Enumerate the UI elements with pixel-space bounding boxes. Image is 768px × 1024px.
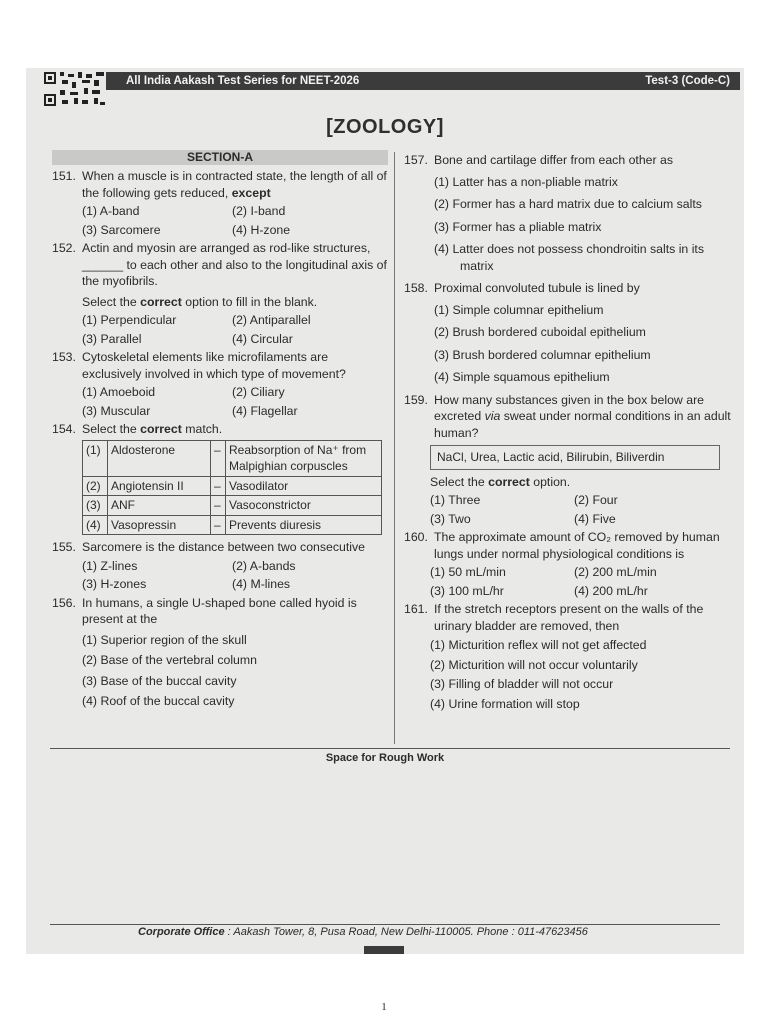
option-1: (1) Micturition reflex will not get affected [430, 638, 647, 652]
question-number: 158. [404, 281, 428, 295]
option-2: (2) A-bands [232, 558, 296, 573]
left-column [52, 150, 388, 714]
match-table [82, 440, 382, 536]
question-text: When a muscle is in contracted state, the length of all of the following gets reduced, except [82, 169, 387, 200]
option-3: (3) Muscular [82, 403, 151, 418]
footer-divider [50, 924, 720, 925]
option-3: (3) Brush bordered columnar epithelium [434, 347, 651, 362]
question-text: In humans, a single U-shaped bone called hyoid is present at the [82, 595, 357, 626]
option-4-continued: matrix [460, 258, 494, 273]
qr-code [42, 70, 108, 108]
page-number-tab [364, 946, 404, 954]
options [404, 302, 738, 386]
option-2: (2) Brush bordered cuboidal epithelium [434, 325, 646, 339]
question-160 [404, 529, 738, 599]
option-4: (4) Latter does not possess chondroitin salts in its [434, 242, 704, 256]
question-text: Sarcomere is the distance between two consecutive [82, 540, 365, 554]
question-text: The approximate amount of CO₂ removed by human lungs under normal physiological conditions is [434, 530, 720, 561]
options [404, 174, 738, 275]
option-1: (1) Superior region of the skull [82, 632, 247, 647]
options [82, 312, 388, 347]
question-number: 152. [52, 241, 76, 255]
question-number: 157. [404, 153, 428, 167]
right-column [404, 152, 738, 715]
question-number: 160. [404, 530, 428, 544]
option-4: (4) Simple squamous epithelium [434, 370, 610, 384]
table-row: (2) Angiotensin II – Vasodilator [83, 476, 382, 496]
subject-title: [ZOOLOGY] [326, 116, 444, 138]
question-text: If the stretch receptors present on the walls of the urinary bladder are removed, then [434, 602, 704, 633]
option-4: (4) H-zone [232, 222, 291, 237]
option-3: (3) Former has a pliable matrix [434, 219, 602, 234]
question-text: Select the correct match. [82, 422, 223, 436]
question-152 [52, 240, 388, 347]
option-3: (3) Filling of bladder will not occur [430, 677, 614, 691]
question-157 [404, 152, 738, 274]
option-4: (4) Flagellar [232, 403, 298, 418]
exam-sheet [26, 68, 744, 954]
question-instruction: Select the correct option to fill in the blank. [82, 294, 318, 309]
option-3: (3) 100 mL/hr [430, 583, 504, 598]
question-text: Proximal convoluted tubule is lined by [434, 281, 640, 295]
question-153 [52, 349, 388, 419]
options [82, 384, 388, 419]
question-151 [52, 168, 388, 238]
option-4: (4) Five [574, 511, 616, 526]
option-2: (2) Former has a hard matrix due to calcium salts [434, 197, 702, 211]
option-1: (1) Amoeboid [82, 385, 156, 399]
options [52, 632, 388, 710]
question-161 [404, 601, 738, 712]
test-series-title: All India Aakash Test Series for NEET-2026 [126, 75, 360, 87]
option-1: (1) 50 mL/min [430, 565, 506, 579]
option-4: (4) 200 mL/hr [574, 583, 648, 598]
question-154 [52, 421, 388, 535]
option-2: (2) Antiparallel [232, 313, 311, 327]
question-156 [52, 595, 388, 710]
option-2: (2) I-band [232, 204, 286, 218]
question-155 [52, 539, 388, 593]
substances-box: NaCl, Urea, Lactic acid, Bilirubin, Biliverdin [430, 445, 720, 470]
table-row: (3) ANF – Vasoconstrictor [83, 496, 382, 516]
column-divider [394, 152, 395, 744]
question-number: 159. [404, 392, 428, 407]
option-2: (2) Base of the vertebral column [82, 653, 257, 667]
section-heading: SECTION-A [52, 150, 388, 165]
option-1: (1) Latter has a non-pliable matrix [434, 174, 618, 189]
question-number: 161. [404, 602, 428, 616]
page-number: 1 [381, 1001, 387, 1013]
option-3: (3) Two [430, 511, 471, 526]
option-3: (3) Sarcomere [82, 222, 161, 237]
option-3: (3) Base of the buccal cavity [82, 673, 237, 688]
question-number: 156. [52, 595, 76, 610]
option-1: (1) Simple columnar epithelium [434, 302, 604, 317]
option-2: (2) Micturition will not occur voluntarily [430, 657, 638, 672]
question-text: Bone and cartilage differ from each other as [434, 153, 674, 167]
option-4: (4) Urine formation will stop [430, 696, 580, 711]
question-instruction: Select the correct option. [430, 474, 571, 489]
options [404, 637, 738, 712]
question-number: 151. [52, 169, 76, 183]
question-text: Cytoskeletal elements like microfilaments are exclusively involved in which type of movement? [82, 350, 346, 381]
options [82, 203, 388, 238]
option-4: (4) Circular [232, 331, 293, 346]
question-number: 155. [52, 540, 76, 554]
question-number: 153. [52, 350, 76, 364]
header-bar [106, 72, 740, 90]
option-1: (1) Perpendicular [82, 313, 177, 327]
footer-address: Corporate Office : Aakash Tower, 8, Pusa Road, New Delhi-110005. Phone : 011-47623456 [138, 926, 588, 938]
options [430, 564, 738, 599]
option-3: (3) H-zones [82, 577, 147, 591]
options [430, 492, 738, 527]
rough-work-divider [50, 748, 730, 749]
option-1: (1) Z-lines [82, 558, 138, 573]
option-2: (2) Ciliary [232, 385, 285, 399]
test-code: Test-3 (Code-C) [645, 75, 730, 87]
option-2: (2) 200 mL/min [574, 565, 657, 579]
rough-work-label: Space for Rough Work [325, 752, 445, 764]
table-row: (4) Vasopressin – Prevents diuresis [83, 515, 382, 535]
option-1: (1) A-band [82, 204, 140, 218]
question-number: 154. [52, 422, 76, 436]
question-159 [404, 392, 738, 528]
question-text: How many substances given in the box below are excreted via sweat under normal conditions in an adult human? [434, 392, 731, 440]
option-1: (1) Three [430, 493, 481, 507]
options [82, 558, 388, 593]
option-2: (2) Four [574, 493, 618, 507]
option-4: (4) M-lines [232, 577, 291, 591]
question-text: Actin and myosin are arranged as rod-like structures, ______ to each other and also to the longitudinal axis of the myofibrils. [82, 241, 387, 288]
option-3: (3) Parallel [82, 331, 142, 346]
table-row: (1) Aldosterone – Reabsorption of Na⁺ from Malpighian corpuscles [83, 440, 382, 476]
question-158 [404, 280, 738, 386]
option-4: (4) Roof of the buccal cavity [82, 694, 235, 708]
